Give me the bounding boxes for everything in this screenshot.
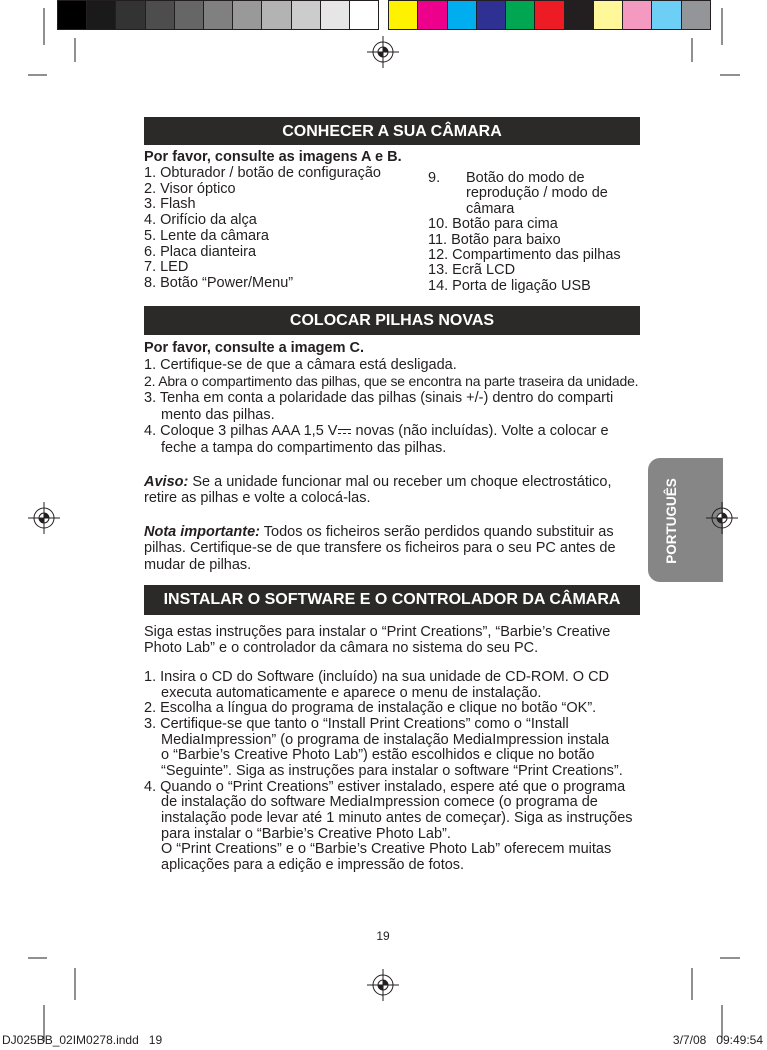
color-swatch <box>652 1 681 29</box>
warning-text: retire as pilhas e volte a colocá-las. <box>144 490 371 507</box>
color-swatch <box>448 1 477 29</box>
process-color-bar <box>388 0 711 30</box>
list-item: 8. Botão “Power/Menu” <box>144 275 294 291</box>
software-step-2: 2. Escolha a língua do programa de instalação e clique no botão “OK”. <box>144 700 597 717</box>
camera-parts-list-right <box>428 171 621 294</box>
language-tab <box>648 458 723 582</box>
color-swatch <box>477 1 506 29</box>
gray-swatch <box>175 1 204 29</box>
list-item-text: câmara <box>466 200 515 217</box>
camera-intro: Por favor, consulte as imagens A e B. <box>144 149 402 165</box>
gray-swatch <box>292 1 321 29</box>
warning-label: Aviso: <box>144 473 189 490</box>
section-header-software: INSTALAR O SOFTWARE E O CONTROLADOR DA CÂMARA <box>144 585 640 615</box>
gray-swatch <box>116 1 145 29</box>
color-swatch <box>565 1 594 29</box>
list-number: 9. <box>428 170 441 186</box>
software-step-1-continued: executa automaticamente e aparece o menu de instalação. <box>161 684 542 701</box>
camera-parts-list-left <box>144 150 402 292</box>
software-step-3-continued: MediaImpression” (o programa de instalação MediaImpression instala <box>161 731 610 748</box>
software-step-1: 1. Insira o CD do Software (incluído) na sua unidade de CD-ROM. O CD <box>144 669 610 685</box>
list-item: 7. LED <box>144 259 189 276</box>
battery-step-4-continued: feche a tampa do compartimento das pilhas. <box>161 440 447 457</box>
language-tab-label: PORTUGUÊS <box>664 478 679 564</box>
battery-step-3: 3. Tenha em conta a polaridade das pilhas (sinais +/-) dentro do comparti <box>144 390 614 407</box>
registration-mark-left <box>28 502 60 534</box>
footer-timestamp: 3/7/08 09:49:54 <box>672 1033 763 1047</box>
color-swatch <box>418 1 447 29</box>
note-text: Todos os ficheiros serão perdidos quando substituir as <box>260 523 614 540</box>
color-swatch <box>594 1 623 29</box>
gray-swatch <box>233 1 262 29</box>
software-step-4: 4. Quando o “Print Creations” estiver instalado, espere até que o programa <box>144 778 626 795</box>
color-swatch <box>535 1 564 29</box>
list-item: 14. Porta de ligação USB <box>428 277 591 294</box>
list-item: 12. Compartimento das pilhas <box>428 246 621 263</box>
battery-step-2: 2. Abra o compartimento das pilhas, que se encontra na parte traseira da unidade. <box>144 373 639 390</box>
gray-swatch <box>204 1 233 29</box>
software-step-4-continued: aplicações para a edição e impressão de fotos. <box>161 856 465 873</box>
footer-file-name: DJ025BB_02IM0278.indd 19 <box>2 1033 163 1047</box>
note-text: mudar de pilhas. <box>144 556 252 573</box>
color-swatch <box>682 1 710 29</box>
note-paragraph <box>144 524 638 541</box>
registration-mark-bottom <box>367 969 399 1001</box>
blank-line <box>144 507 638 524</box>
note-label: Nota importante: <box>144 523 260 540</box>
gray-swatch <box>350 1 378 29</box>
battery-step-1: 1. Certifique-se de que a câmara está desligada. <box>144 356 457 373</box>
list-item: 4. Orifício da alça <box>144 212 257 228</box>
note-text: pilhas. Certifique-se de que transfere os ficheiros para o seu PC antes de <box>144 540 616 557</box>
blank-line <box>144 457 638 474</box>
list-item: 1. Obturador / botão de configuração <box>144 164 381 181</box>
list-item-text: reprodução / modo de <box>466 185 608 202</box>
list-item-9 <box>428 171 621 186</box>
software-step-4-continued: O “Print Creations” e o “Barbie’s Creative Photo Lab” oferecem muitas <box>161 841 612 858</box>
gray-swatch <box>146 1 175 29</box>
color-swatch <box>623 1 652 29</box>
gray-swatch <box>58 1 87 29</box>
warning-paragraph <box>144 474 638 491</box>
gray-swatch <box>87 1 116 29</box>
direct-current-symbol-icon <box>338 429 351 434</box>
list-item: 2. Visor óptico <box>144 180 236 197</box>
warning-text: Se a unidade funcionar mal ou receber um choque electrostático, <box>188 473 612 490</box>
color-swatch <box>389 1 418 29</box>
page-number: 19 <box>376 929 390 943</box>
list-item: 6. Placa dianteira <box>144 243 257 260</box>
software-step-4-continued: instalação pode levar até 1 minuto antes de começar). Siga as instruções <box>161 809 633 826</box>
battery-step-3-continued: mento das pilhas. <box>161 406 275 423</box>
software-step-4-continued: para instalar o “Barbie’s Creative Photo Lab”. <box>161 825 451 842</box>
gray-swatch <box>321 1 350 29</box>
section-header-batteries: COLOCAR PILHAS NOVAS <box>144 306 640 335</box>
software-step-3: 3. Certifique-se que tanto o “Install Print Creations” como o “Install <box>144 715 569 732</box>
software-step-3-continued: o “Barbie’s Creative Photo Lab”) estão escolhidos e clique no botão <box>161 747 595 764</box>
registration-mark-top <box>367 36 399 68</box>
software-steps <box>144 670 633 874</box>
step-text: 4. Coloque 3 pilhas AAA 1,5 V <box>144 423 338 440</box>
software-step-4-continued: de instalação do software MediaImpression comece (o programa de <box>161 794 598 811</box>
step-text: novas (não incluídas). Volte a colocar e <box>351 423 609 440</box>
intro-text: Siga estas instruções para instalar o “Print Creations”, “Barbie’s Creative <box>144 624 611 640</box>
list-item: 11. Botão para baixo <box>428 231 561 248</box>
battery-instructions <box>144 340 638 574</box>
section-header-camera: CONHECER A SUA CÂMARA <box>144 117 640 145</box>
software-intro <box>144 625 610 656</box>
grayscale-color-bar <box>57 0 379 30</box>
gray-swatch <box>262 1 291 29</box>
list-item: 13. Ecrã LCD <box>428 262 516 279</box>
list-item: 3. Flash <box>144 196 196 213</box>
list-item: 10. Botão para cima <box>428 216 558 233</box>
battery-step-4 <box>144 423 638 440</box>
color-swatch <box>506 1 535 29</box>
software-step-3-continued: “Seguinte”. Siga as instruções para instalar o software “Print Creations”. <box>161 762 623 779</box>
list-item: 5. Lente da câmara <box>144 227 269 244</box>
list-item-text: Botão do modo de <box>466 170 585 186</box>
intro-text: Photo Lab” e o controlador da câmara no sistema do seu PC. <box>144 639 539 656</box>
battery-intro: Por favor, consulte a imagem C. <box>144 340 364 356</box>
